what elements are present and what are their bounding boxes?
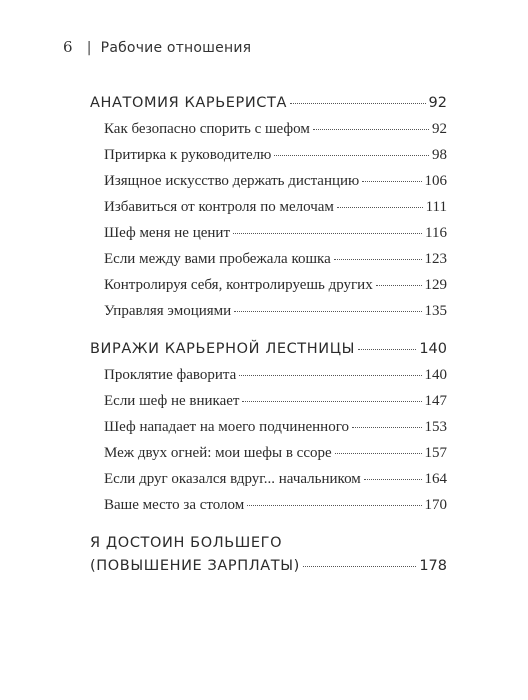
entry-title: Притирка к руководителю: [104, 147, 272, 163]
section-title: Рабочие отношения: [100, 40, 252, 56]
entry-title: Ваше место за столом: [104, 497, 245, 513]
dot-leader: [352, 427, 422, 428]
chapter-title: ВИРАЖИ КАРЬЕРНОЙ ЛЕСТНИЦЫ: [90, 341, 355, 357]
toc-entry[interactable]: [104, 497, 447, 514]
toc-entry[interactable]: [104, 173, 447, 190]
dot-leader: [234, 311, 421, 312]
running-header: [63, 38, 251, 56]
toc-entry[interactable]: [104, 303, 447, 320]
entry-page: 147: [424, 393, 447, 409]
entry-title: Изящное искусство держать дистанцию: [104, 173, 360, 189]
entry-title: Избавиться от контроля по мелочам: [104, 199, 334, 215]
toc-entry[interactable]: [104, 225, 447, 242]
page-number: 6: [63, 38, 73, 56]
toc-entry[interactable]: [104, 121, 447, 138]
chapter-page: 178: [419, 558, 447, 574]
toc-entry[interactable]: [104, 419, 447, 436]
entry-title: Если шеф не вникает: [104, 393, 240, 409]
chapter-title: АНАТОМИЯ КАРЬЕРИСТА: [90, 95, 288, 111]
chapter-page: 140: [419, 341, 447, 357]
dot-leader: [334, 259, 422, 260]
dot-leader: [358, 349, 416, 350]
toc-entry[interactable]: [104, 277, 447, 294]
entry-title: Шеф нападает на моего подчиненного: [104, 419, 349, 435]
dot-leader: [233, 233, 422, 234]
entry-page: 92: [432, 121, 447, 137]
entry-page: 164: [424, 471, 447, 487]
entry-page: 116: [425, 225, 447, 241]
dot-leader: [313, 129, 429, 130]
toc-entry[interactable]: [104, 393, 447, 410]
entry-title: Как безопасно спорить с шефом: [104, 121, 310, 137]
entry-title: Если друг оказался вдруг... начальником: [104, 471, 361, 487]
toc-chapter-anatomy[interactable]: [90, 95, 447, 111]
toc-entry[interactable]: [104, 251, 447, 268]
dot-leader: [364, 479, 422, 480]
entry-page: 153: [424, 419, 447, 435]
entry-page: 123: [424, 251, 447, 267]
entry-title: Меж двух огней: мои шефы в ссоре: [104, 445, 332, 461]
toc-chapter-deserve-more[interactable]: [90, 558, 447, 574]
dot-leader: [242, 401, 421, 402]
chapter-title-line1[interactable]: Я ДОСТОИН БОЛЬШЕГО: [90, 535, 283, 551]
dot-leader: [247, 505, 421, 506]
dot-leader: [303, 566, 416, 567]
entry-title: Шеф меня не ценит: [104, 225, 230, 241]
entry-page: 170: [424, 497, 447, 513]
toc-entry[interactable]: [104, 445, 447, 462]
dot-leader: [274, 155, 429, 156]
dot-leader: [376, 285, 422, 286]
entry-page: 106: [424, 173, 447, 189]
entry-title: Если между вами пробежала кошка: [104, 251, 331, 267]
entry-page: 157: [424, 445, 447, 461]
dot-leader: [239, 375, 421, 376]
chapter-title-line2: (ПОВЫШЕНИЕ ЗАРПЛАТЫ): [90, 558, 300, 574]
dot-leader: [290, 103, 426, 104]
entry-title: Управляя эмоциями: [104, 303, 232, 319]
toc-entry[interactable]: [104, 367, 447, 384]
dot-leader: [335, 453, 422, 454]
toc-entry[interactable]: [104, 147, 447, 164]
toc-chapter-career-ladder[interactable]: [90, 341, 447, 357]
dot-leader: [337, 207, 423, 208]
entry-page: 111: [425, 199, 447, 215]
toc-entry[interactable]: [104, 471, 447, 488]
entry-page: 140: [424, 367, 447, 383]
header-separator: |: [86, 40, 92, 56]
entry-title: Проклятие фаворита: [104, 367, 237, 383]
chapter-page: 92: [428, 95, 447, 111]
entry-page: 98: [432, 147, 447, 163]
toc-entry[interactable]: [104, 199, 447, 216]
entry-title: Контролируя себя, контролируешь других: [104, 277, 373, 293]
entry-page: 135: [424, 303, 447, 319]
dot-leader: [362, 181, 421, 182]
entry-page: 129: [424, 277, 447, 293]
